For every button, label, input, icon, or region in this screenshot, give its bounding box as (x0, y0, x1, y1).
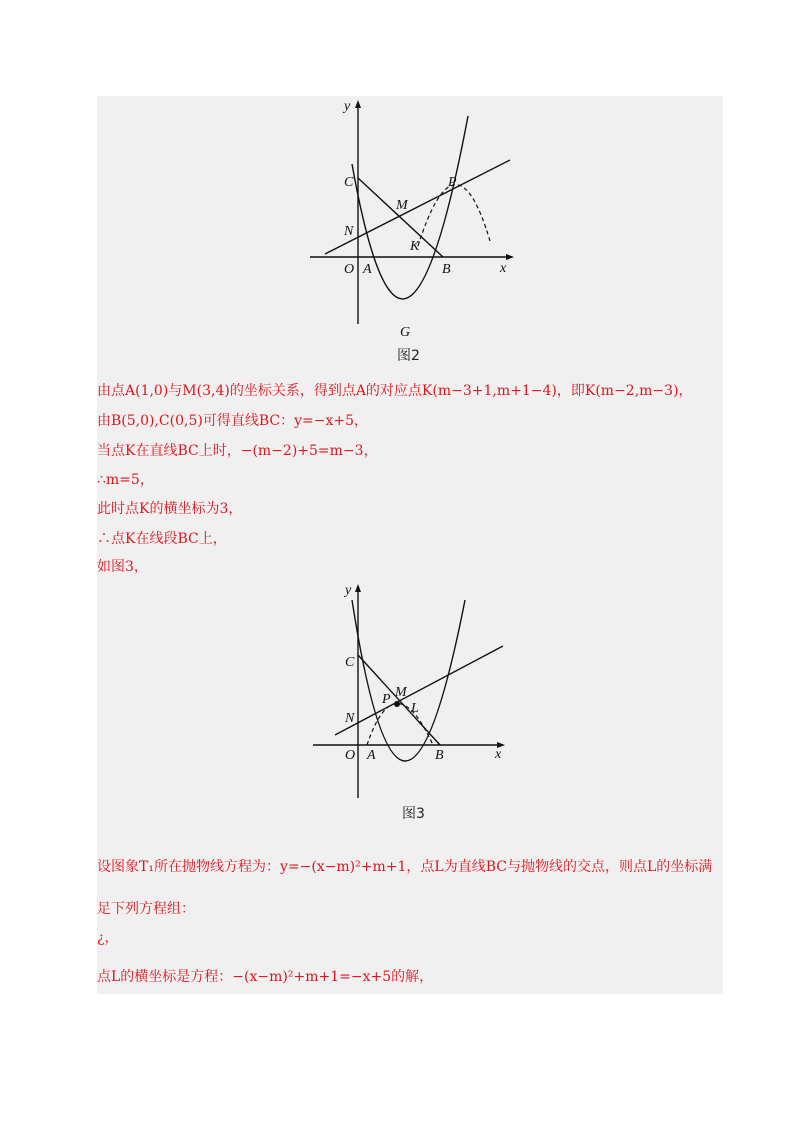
fig3-label-y: y (345, 583, 352, 598)
figure-2-graph (300, 96, 520, 346)
text-line-2: 由B(5,0),C(0,5)可得直线BC：y=−x+5， (97, 413, 368, 429)
fig3-label-C: C (345, 655, 355, 670)
text-line-4: ∴m=5， (97, 472, 154, 488)
text-line-3: 当点K在直线BC上时，−(m−2)+5=m−3， (97, 443, 378, 459)
fig2-label-C: C (344, 175, 354, 190)
fig2-label-y: y (344, 99, 351, 114)
fig2-label-M: M (396, 198, 408, 213)
fig3-label-L: L (411, 701, 419, 716)
figure-2-caption: 图2 (397, 348, 420, 364)
text-line-1: 由点A(1,0)与M(3,4)的坐标关系，得到点A的对应点K(m−3+1,m+1−4)，即K(m−2,m−3)， (97, 383, 693, 399)
text-line-10: ¿， (97, 930, 119, 946)
text-line-7: 如图3， (97, 559, 148, 575)
figure-3-caption: 图3 (402, 806, 425, 822)
text-line-5: 此时点K的横坐标为3， (97, 501, 243, 517)
figure-3-graph (305, 582, 515, 802)
fig2-label-P: P (448, 175, 457, 190)
fig2-label-A: A (363, 262, 372, 277)
fig2-label-K: K (410, 239, 420, 254)
text-line-11: 点L的横坐标是方程：−(x−m)²+m+1=−x+5的解， (97, 969, 434, 985)
fig3-label-N: N (345, 711, 355, 726)
fig3-label-M: M (395, 685, 407, 700)
fig3-label-O: O (345, 748, 356, 763)
fig3-label-P: P (382, 692, 391, 707)
fig3-label-B: B (435, 748, 444, 763)
fig2-label-N: N (344, 224, 354, 239)
fig2-label-B: B (442, 262, 451, 277)
text-line-6: ∴点K在线段BC上， (97, 531, 227, 547)
fig2-label-x: x (500, 261, 507, 276)
text-line-8: 设图象T₁所在抛物线方程为：y=−(x−m)²+m+1，点L为直线BC与抛物线的交点，则点L的坐标满 (97, 859, 713, 875)
text-line-9: 足下列方程组： (97, 901, 195, 917)
fig2-label-O: O (344, 262, 355, 277)
fig3-label-x: x (495, 747, 502, 762)
fig3-label-A: A (367, 748, 376, 763)
fig2-label-G: G (400, 325, 411, 340)
